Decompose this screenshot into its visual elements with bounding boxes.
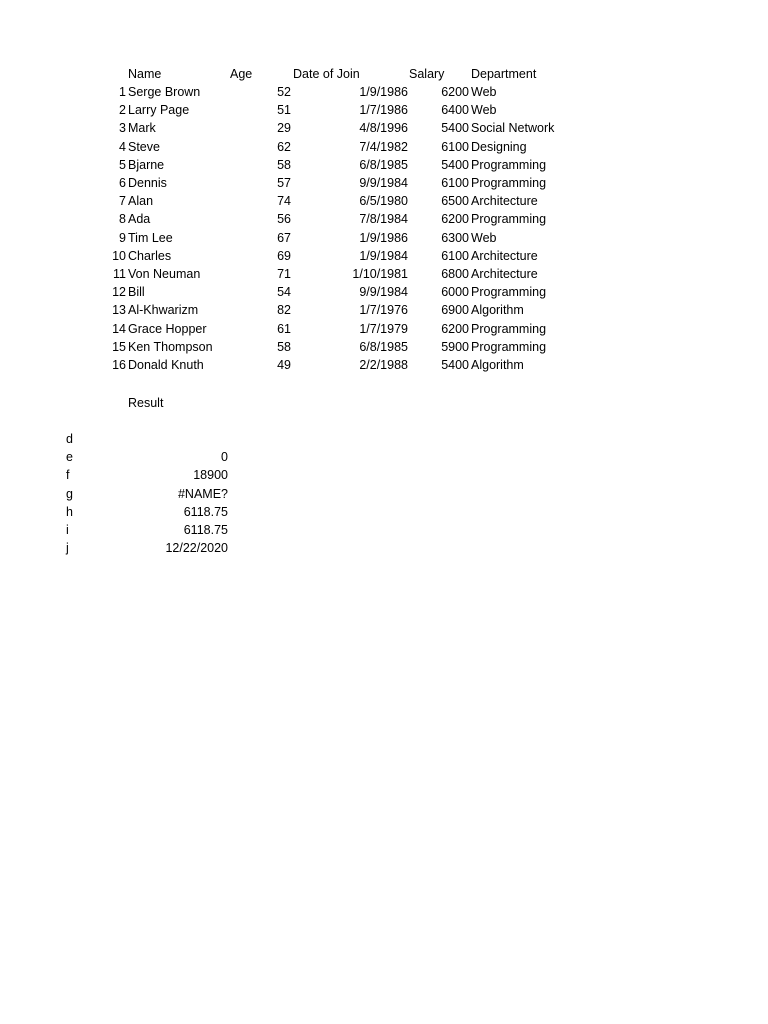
row-salary: 6200 bbox=[441, 212, 469, 226]
row-department: Programming bbox=[471, 212, 547, 226]
row-number: 13 bbox=[112, 303, 126, 317]
row-number: 3 bbox=[119, 121, 126, 135]
row-department: Web bbox=[471, 103, 497, 117]
row-number: 1 bbox=[119, 85, 126, 99]
row-salary: 5900 bbox=[441, 340, 469, 354]
row-name: Donald Knuth bbox=[128, 358, 204, 372]
header-age: Age bbox=[230, 67, 253, 81]
row-name: Steve bbox=[128, 140, 160, 154]
row-name: Alan bbox=[128, 194, 154, 208]
row-age: 54 bbox=[277, 285, 291, 299]
row-date-of-join: 1/9/1984 bbox=[359, 249, 408, 263]
row-date-of-join: 9/9/1984 bbox=[359, 285, 408, 299]
row-salary: 6800 bbox=[441, 267, 469, 281]
row-date-of-join: 7/4/1982 bbox=[359, 140, 408, 154]
result-value: 0 bbox=[221, 450, 228, 464]
row-name: Dennis bbox=[128, 176, 167, 190]
row-salary: 6200 bbox=[441, 85, 469, 99]
row-age: 82 bbox=[277, 303, 291, 317]
row-number: 15 bbox=[112, 340, 126, 354]
row-date-of-join: 1/7/1986 bbox=[359, 103, 408, 117]
row-name: Grace Hopper bbox=[128, 322, 207, 336]
row-department: Programming bbox=[471, 158, 547, 172]
row-date-of-join: 1/7/1979 bbox=[359, 322, 408, 336]
row-salary: 6100 bbox=[441, 176, 469, 190]
row-salary: 6900 bbox=[441, 303, 469, 317]
row-age: 58 bbox=[277, 158, 291, 172]
row-number: 6 bbox=[119, 176, 126, 190]
row-salary: 6100 bbox=[441, 140, 469, 154]
row-age: 58 bbox=[277, 340, 291, 354]
row-name: Charles bbox=[128, 249, 172, 263]
row-date-of-join: 1/10/1981 bbox=[352, 267, 408, 281]
row-department: Architecture bbox=[471, 194, 538, 208]
row-department: Programming bbox=[471, 322, 547, 336]
row-name: Tim Lee bbox=[128, 231, 173, 245]
row-age: 49 bbox=[277, 358, 291, 372]
row-age: 74 bbox=[277, 194, 291, 208]
row-name: Bill bbox=[128, 285, 145, 299]
header-date-of-join: Date of Join bbox=[293, 67, 360, 81]
row-date-of-join: 2/2/1988 bbox=[359, 358, 408, 372]
row-date-of-join: 7/8/1984 bbox=[359, 212, 408, 226]
row-name: Mark bbox=[128, 121, 156, 135]
row-number: 2 bbox=[119, 103, 126, 117]
row-number: 9 bbox=[119, 231, 126, 245]
row-salary: 6400 bbox=[441, 103, 469, 117]
result-key: h bbox=[66, 505, 73, 519]
row-name: Von Neuman bbox=[128, 267, 201, 281]
row-department: Web bbox=[471, 231, 497, 245]
row-age: 57 bbox=[277, 176, 291, 190]
row-age: 56 bbox=[277, 212, 291, 226]
row-salary: 6300 bbox=[441, 231, 469, 245]
result-key: i bbox=[66, 523, 69, 537]
row-salary: 6200 bbox=[441, 322, 469, 336]
result-key: g bbox=[66, 487, 73, 501]
result-key: e bbox=[66, 450, 73, 464]
row-salary: 6100 bbox=[441, 249, 469, 263]
row-age: 61 bbox=[277, 322, 291, 336]
row-date-of-join: 6/8/1985 bbox=[359, 158, 408, 172]
row-name: Larry Page bbox=[128, 103, 190, 117]
result-value: #NAME? bbox=[177, 487, 228, 501]
row-department: Designing bbox=[471, 140, 527, 154]
row-number: 16 bbox=[112, 358, 126, 372]
row-number: 8 bbox=[119, 212, 126, 226]
row-salary: 5400 bbox=[441, 158, 469, 172]
row-number: 14 bbox=[112, 322, 126, 336]
row-age: 51 bbox=[277, 103, 291, 117]
row-name: Bjarne bbox=[128, 158, 165, 172]
row-number: 4 bbox=[119, 140, 126, 154]
header-department: Department bbox=[471, 67, 537, 81]
row-age: 71 bbox=[277, 267, 291, 281]
header-name: Name bbox=[128, 67, 162, 81]
result-value: 12/22/2020 bbox=[165, 541, 228, 555]
row-department: Architecture bbox=[471, 249, 538, 263]
result-value: 6118.75 bbox=[183, 505, 228, 519]
row-age: 52 bbox=[277, 85, 291, 99]
row-department: Programming bbox=[471, 340, 547, 354]
row-number: 12 bbox=[112, 285, 126, 299]
row-age: 67 bbox=[277, 231, 291, 245]
row-department: Social Network bbox=[471, 121, 555, 135]
row-date-of-join: 9/9/1984 bbox=[359, 176, 408, 190]
row-name: Ada bbox=[128, 212, 151, 226]
row-department: Programming bbox=[471, 285, 547, 299]
row-number: 10 bbox=[112, 249, 126, 263]
row-salary: 5400 bbox=[441, 121, 469, 135]
row-number: 11 bbox=[113, 267, 126, 281]
row-department: Web bbox=[471, 85, 497, 99]
result-value: 6118.75 bbox=[183, 523, 228, 537]
row-department: Algorithm bbox=[471, 358, 524, 372]
row-date-of-join: 6/8/1985 bbox=[359, 340, 408, 354]
row-date-of-join: 6/5/1980 bbox=[359, 194, 408, 208]
result-key: d bbox=[66, 432, 73, 446]
result-label: Result bbox=[128, 396, 164, 410]
result-key: f bbox=[66, 468, 70, 482]
row-date-of-join: 1/9/1986 bbox=[359, 231, 408, 245]
row-date-of-join: 4/8/1996 bbox=[359, 121, 408, 135]
row-age: 69 bbox=[277, 249, 291, 263]
row-salary: 6000 bbox=[441, 285, 469, 299]
row-date-of-join: 1/9/1986 bbox=[359, 85, 408, 99]
header-salary: Salary bbox=[409, 67, 445, 81]
row-department: Programming bbox=[471, 176, 547, 190]
row-name: Serge Brown bbox=[128, 85, 201, 99]
row-name: Ken Thompson bbox=[128, 340, 213, 354]
row-department: Architecture bbox=[471, 267, 538, 281]
row-department: Algorithm bbox=[471, 303, 524, 317]
result-value: 18900 bbox=[193, 468, 228, 482]
row-date-of-join: 1/7/1976 bbox=[359, 303, 408, 317]
row-age: 62 bbox=[277, 140, 291, 154]
row-number: 7 bbox=[119, 194, 126, 208]
row-salary: 5400 bbox=[441, 358, 469, 372]
row-name: Al-Khwarizm bbox=[128, 303, 199, 317]
row-number: 5 bbox=[119, 158, 126, 172]
row-age: 29 bbox=[277, 121, 291, 135]
result-key: j bbox=[66, 541, 69, 555]
row-salary: 6500 bbox=[441, 194, 469, 208]
